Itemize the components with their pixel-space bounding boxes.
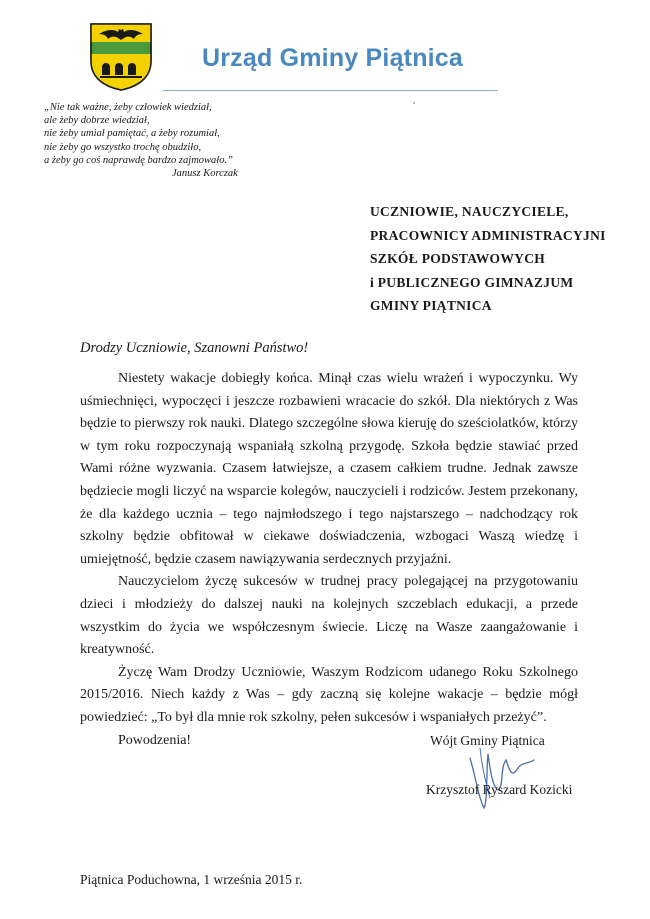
recipient-line: PRACOWNICY ADMINISTRACYJNI: [370, 227, 606, 243]
recipient-line: GMINY PIĄTNICA: [370, 298, 492, 313]
body-paragraph: Życzę Wam Drodzy Uczniowie, Waszym Rodzicom udanego Roku Szkolnego 2015/2016. Niech każdy z Was – gdy zaczną się kolejne wakacje – będzie mógł powiedzieć: „To był dla mnie rok szkolny, pełen sukcesów i wspaniałych przeżyć”.: [80, 664, 578, 725]
greeting: Drodzy Uczniowie, Szanowni Państwo!: [80, 340, 309, 356]
signature-name: Krzysztof Ryszard Kozicki: [426, 782, 573, 797]
scan-speck: [413, 102, 415, 104]
body-paragraph: Nauczycielom życzę sukcesów w trudnej pracy polegającej na przygotowaniu dzieci i młodzieży do dalszej nauki na kolejnych szczeblach edukacji, a przede wszystkim do życia we współczesnym świecie. Liczę na Wasze zaangażowanie i kreatywność.: [80, 574, 578, 658]
quote-line: „Nie tak ważne, żeby człowiek wiedział,: [44, 102, 212, 113]
office-title: Urząd Gminy Piątnica: [202, 44, 464, 72]
quote-line: a żeby go coś naprawdę bardzo zajmowało.”: [44, 154, 233, 166]
letter-body: [80, 368, 578, 752]
recipient-line: i PUBLICZNEGO GIMNAZJUM: [370, 274, 574, 290]
body-paragraph: Niestety wakacje dobiegły końca. Minął czas wielu wrażeń i wypoczynku. Wy uśmiechnięci, wypoczęci i jeszcze rozbawieni wracacie do szkół. Dla niektórych z Was będzie to pierwszy rok nauki. Dlatego szczególne słowa kieruję do sześciolatków, którzy w tym roku rozpoczynają wspaniałą szkolną przygodę. Szkoła będzie stawiać przed Wami różne wyzwania. Czasem łatwiejsze, a czasem całkiem trudne. Jednak zawsze będziecie mogli liczyć na wsparcie kolegów, nauczycieli i rodziców. Jestem przekonany, że dla każdego ucznia – tego najmłodszego i tego najstarszego – nadchodzący rok szkolny będzie obfitował w ciekawe doświadczenia, wzbogaci Waszą wiedzę i umiejętność, będzie czasem nawiązywania serdecznych przyjaźni.: [80, 371, 578, 567]
handwritten-signature: [462, 738, 542, 816]
quote-line: nie żeby go wszystko trochę obudziło,: [44, 141, 202, 153]
recipients-block: [370, 200, 606, 318]
place-date: Piątnica Poduchowna, 1 września 2015 r.: [80, 872, 303, 887]
header-divider: [163, 90, 498, 91]
korczak-quote: [44, 101, 264, 180]
recipient-line: UCZNIOWIE, NAUCZYCIELE,: [370, 204, 569, 219]
recipient-line: SZKÓŁ PODSTAWOWYCH: [370, 251, 546, 266]
quote-line: nie żeby umiał pamiętać, a żeby rozumiał,: [44, 128, 220, 140]
body-paragraph: Powodzenia!: [118, 732, 192, 748]
quote-author: Janusz Korczak: [172, 168, 238, 180]
quote-line: ale żeby dobrze wiedział,: [44, 115, 150, 127]
coat-of-arms-icon: [88, 21, 154, 91]
signature-title: Wójt Gminy Piątnica: [430, 733, 545, 748]
